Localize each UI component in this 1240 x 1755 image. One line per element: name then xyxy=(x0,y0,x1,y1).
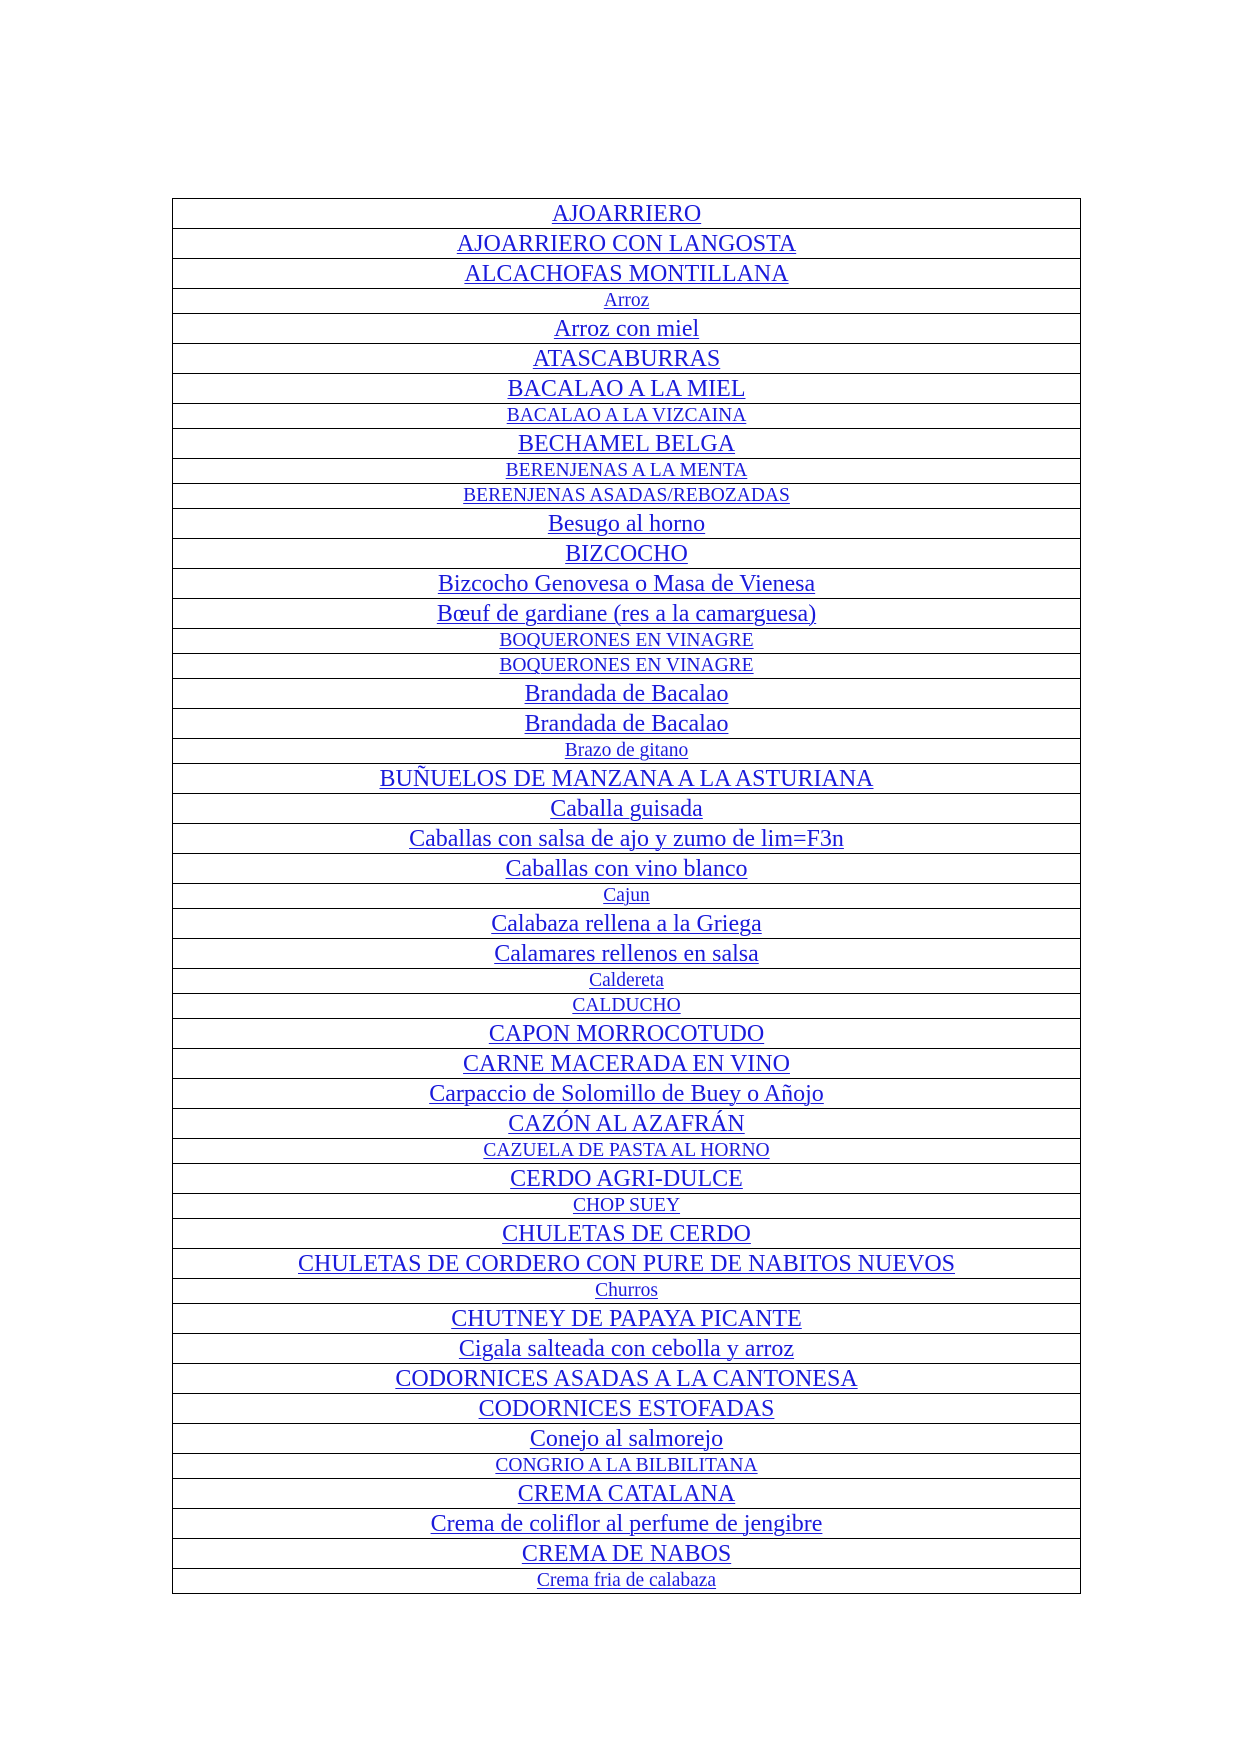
table-cell xyxy=(173,1424,1081,1454)
table-row xyxy=(173,854,1081,884)
table-cell xyxy=(173,1479,1081,1509)
table-cell xyxy=(173,824,1081,854)
table-cell xyxy=(173,484,1081,509)
table-cell xyxy=(173,1109,1081,1139)
table-cell xyxy=(173,679,1081,709)
table-cell xyxy=(173,654,1081,679)
table-row xyxy=(173,909,1081,939)
table-row xyxy=(173,1079,1081,1109)
table-cell xyxy=(173,1569,1081,1594)
table-row xyxy=(173,629,1081,654)
table-row xyxy=(173,679,1081,709)
table-cell xyxy=(173,1454,1081,1479)
recipe-link[interactable]: BERENJENAS ASADAS/REBOZADAS xyxy=(463,485,790,507)
table-row xyxy=(173,1479,1081,1509)
table-cell xyxy=(173,1249,1081,1279)
recipe-link[interactable]: CALDUCHO xyxy=(572,995,681,1017)
recipe-link[interactable]: BUÑUELOS DE MANZANA A LA ASTURIANA xyxy=(379,765,874,792)
recipe-link[interactable]: Calabaza rellena a la Griega xyxy=(491,910,762,937)
recipe-link[interactable]: Brandada de Bacalao xyxy=(524,680,729,707)
table-row xyxy=(173,429,1081,459)
recipe-link[interactable]: CARNE MACERADA EN VINO xyxy=(463,1050,790,1077)
recipe-link[interactable]: AJOARRIERO xyxy=(551,200,702,227)
table-cell xyxy=(173,629,1081,654)
table-row xyxy=(173,229,1081,259)
table-cell xyxy=(173,259,1081,289)
table-row xyxy=(173,1049,1081,1079)
recipe-link[interactable]: Cigala salteada con cebolla y arroz xyxy=(458,1335,795,1362)
table-row xyxy=(173,739,1081,764)
table-cell xyxy=(173,1364,1081,1394)
table-row xyxy=(173,374,1081,404)
table-cell xyxy=(173,289,1081,314)
table-row xyxy=(173,1219,1081,1249)
table-cell xyxy=(173,1049,1081,1079)
recipe-link[interactable]: BOQUERONES EN VINAGRE xyxy=(499,630,754,652)
table-cell xyxy=(173,854,1081,884)
table-cell xyxy=(173,314,1081,344)
table-cell xyxy=(173,1079,1081,1109)
table-cell xyxy=(173,1164,1081,1194)
recipe-table-body xyxy=(173,199,1081,1594)
table-row xyxy=(173,709,1081,739)
recipe-link[interactable]: CHULETAS DE CORDERO CON PURE DE NABITOS NUEVOS xyxy=(298,1250,955,1277)
table-cell xyxy=(173,709,1081,739)
table-cell xyxy=(173,994,1081,1019)
table-cell xyxy=(173,1509,1081,1539)
recipe-link[interactable]: CODORNICES ESTOFADAS xyxy=(478,1395,775,1422)
recipe-link[interactable]: BACALAO A LA VIZCAINA xyxy=(506,405,747,427)
table-row xyxy=(173,764,1081,794)
recipe-link[interactable]: CHULETAS DE CERDO xyxy=(502,1220,751,1247)
table-row xyxy=(173,1019,1081,1049)
table-cell xyxy=(173,884,1081,909)
table-row xyxy=(173,484,1081,509)
recipe-link[interactable]: AJOARRIERO CON LANGOSTA xyxy=(456,230,797,257)
table-row xyxy=(173,314,1081,344)
recipe-link[interactable]: BACALAO A LA MIEL xyxy=(507,375,746,402)
recipe-link[interactable]: CREMA CATALANA xyxy=(517,1480,736,1507)
table-cell xyxy=(173,1334,1081,1364)
recipe-link[interactable]: Caballas con salsa de ajo y zumo de lim=F3n xyxy=(409,825,844,852)
recipe-link[interactable]: BOQUERONES EN VINAGRE xyxy=(499,655,754,677)
recipe-link[interactable]: Calamares rellenos en salsa xyxy=(494,940,759,967)
table-cell xyxy=(173,1019,1081,1049)
recipe-link[interactable]: CAZUELA DE PASTA AL HORNO xyxy=(483,1140,770,1162)
recipe-link[interactable]: BECHAMEL BELGA xyxy=(517,430,736,457)
table-row xyxy=(173,569,1081,599)
table-row xyxy=(173,1249,1081,1279)
table-row xyxy=(173,1394,1081,1424)
table-row xyxy=(173,289,1081,314)
table-cell xyxy=(173,764,1081,794)
table-row xyxy=(173,1509,1081,1539)
recipe-link[interactable]: Churros xyxy=(595,1280,658,1302)
table-cell xyxy=(173,969,1081,994)
table-row xyxy=(173,1304,1081,1334)
recipe-link[interactable]: BERENJENAS A LA MENTA xyxy=(505,460,748,482)
recipe-index-table xyxy=(172,198,1081,1594)
table-row xyxy=(173,1139,1081,1164)
table-cell xyxy=(173,539,1081,569)
recipe-link[interactable]: Bizcocho Genovesa o Masa de Vienesa xyxy=(437,570,816,597)
table-row xyxy=(173,1109,1081,1139)
recipe-link[interactable]: Brazo de gitano xyxy=(564,740,689,762)
recipe-link[interactable]: Carpaccio de Solomillo de Buey o Añojo xyxy=(429,1080,824,1107)
table-row xyxy=(173,1539,1081,1569)
recipe-link[interactable]: Cajun xyxy=(603,885,650,907)
table-cell xyxy=(173,229,1081,259)
table-row xyxy=(173,1194,1081,1219)
recipe-link[interactable]: Caballas con vino blanco xyxy=(505,855,748,882)
recipe-link[interactable]: Besugo al horno xyxy=(547,510,706,537)
table-row xyxy=(173,344,1081,374)
recipe-link[interactable]: Caldereta xyxy=(589,970,664,992)
table-row xyxy=(173,939,1081,969)
recipe-link[interactable]: CODORNICES ASADAS A LA CANTONESA xyxy=(395,1365,858,1392)
table-row xyxy=(173,1334,1081,1364)
recipe-link[interactable]: CONGRIO A LA BILBILITANA xyxy=(495,1455,758,1477)
table-cell xyxy=(173,1139,1081,1164)
table-row xyxy=(173,1164,1081,1194)
recipe-link[interactable]: ALCACHOFAS MONTILLANA xyxy=(464,260,789,287)
table-cell xyxy=(173,1539,1081,1569)
table-cell xyxy=(173,909,1081,939)
table-cell xyxy=(173,1394,1081,1424)
table-cell xyxy=(173,459,1081,484)
table-row xyxy=(173,404,1081,429)
table-row xyxy=(173,539,1081,569)
table-row xyxy=(173,794,1081,824)
recipe-link[interactable]: Conejo al salmorejo xyxy=(529,1425,724,1452)
table-cell xyxy=(173,739,1081,764)
table-cell xyxy=(173,1219,1081,1249)
table-row xyxy=(173,654,1081,679)
table-cell xyxy=(173,569,1081,599)
table-cell xyxy=(173,199,1081,229)
recipe-link[interactable]: Brandada de Bacalao xyxy=(524,710,729,737)
table-row xyxy=(173,824,1081,854)
table-row xyxy=(173,884,1081,909)
table-row xyxy=(173,1454,1081,1479)
recipe-link[interactable]: BIZCOCHO xyxy=(565,540,688,567)
table-row xyxy=(173,599,1081,629)
table-cell xyxy=(173,1304,1081,1334)
table-cell xyxy=(173,509,1081,539)
recipe-link[interactable]: Crema fria de calabaza xyxy=(536,1570,717,1592)
table-row xyxy=(173,509,1081,539)
recipe-link[interactable]: Arroz xyxy=(603,290,650,312)
recipe-link[interactable]: CHOP SUEY xyxy=(572,1195,681,1217)
recipe-link[interactable]: Crema de coliflor al perfume de jengibre xyxy=(430,1510,823,1537)
table-cell xyxy=(173,939,1081,969)
recipe-link[interactable]: CREMA DE NABOS xyxy=(521,1540,732,1567)
recipe-link[interactable]: CAZÓN AL AZAFRÁN xyxy=(508,1110,745,1137)
recipe-link[interactable]: Arroz con miel xyxy=(553,315,700,342)
table-cell xyxy=(173,1194,1081,1219)
recipe-link[interactable]: ATASCABURRAS xyxy=(532,345,721,372)
table-cell xyxy=(173,794,1081,824)
recipe-link[interactable]: Bœuf de gardiane (res a la camarguesa) xyxy=(436,600,817,627)
table-row xyxy=(173,994,1081,1019)
table-row xyxy=(173,969,1081,994)
table-row xyxy=(173,259,1081,289)
recipe-link[interactable]: Caballa guisada xyxy=(550,795,703,822)
table-row xyxy=(173,1424,1081,1454)
recipe-link[interactable]: CERDO AGRI-DULCE xyxy=(510,1165,743,1192)
table-cell xyxy=(173,1279,1081,1304)
recipe-link[interactable]: CAPON MORROCOTUDO xyxy=(488,1020,765,1047)
table-cell xyxy=(173,404,1081,429)
table-row xyxy=(173,1364,1081,1394)
table-cell xyxy=(173,599,1081,629)
table-row xyxy=(173,459,1081,484)
table-cell xyxy=(173,429,1081,459)
table-cell xyxy=(173,344,1081,374)
table-row xyxy=(173,1569,1081,1594)
table-row xyxy=(173,1279,1081,1304)
recipe-link[interactable]: CHUTNEY DE PAPAYA PICANTE xyxy=(451,1305,802,1332)
table-row xyxy=(173,199,1081,229)
table-cell xyxy=(173,374,1081,404)
